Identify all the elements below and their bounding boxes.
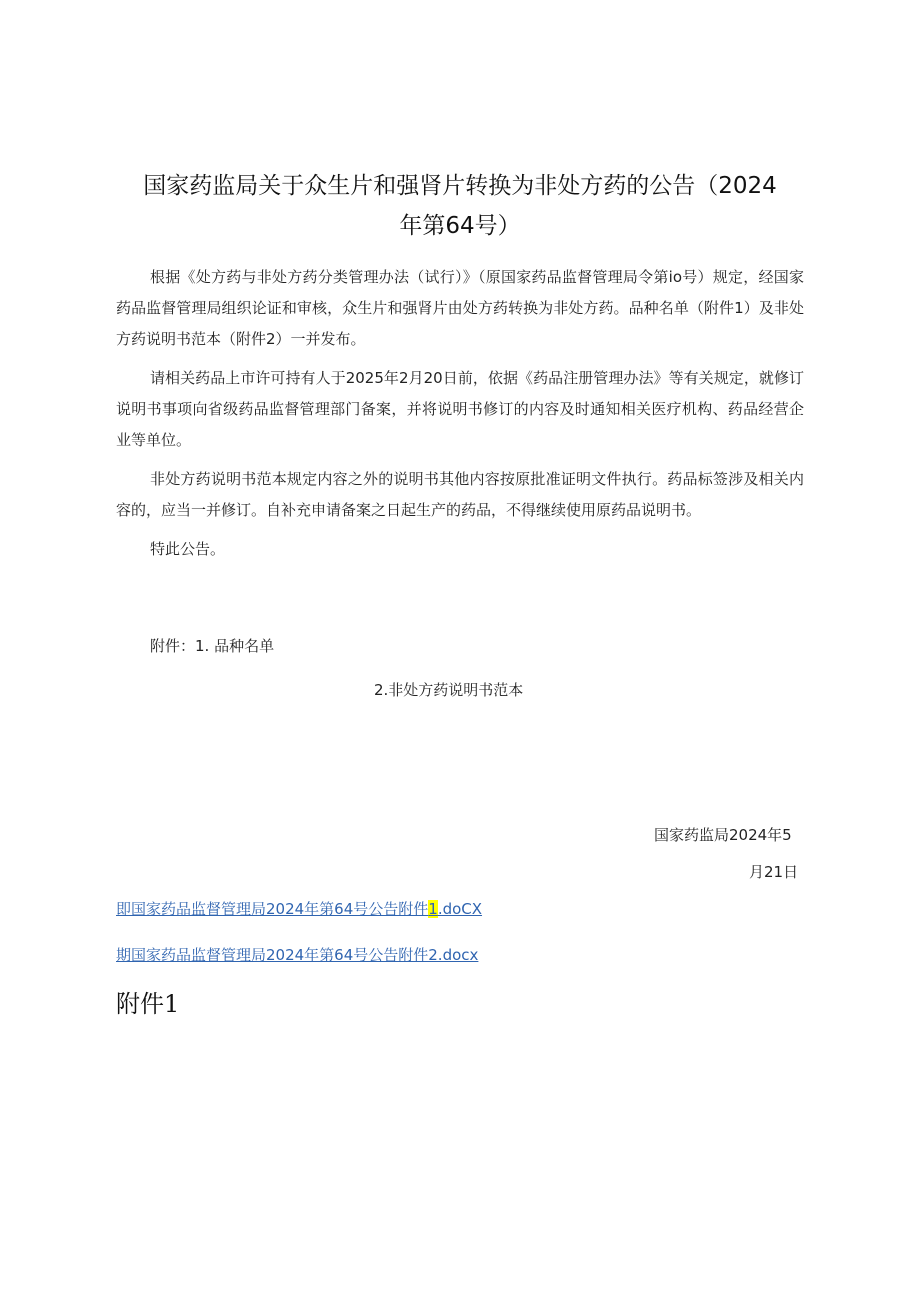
announcement-body xyxy=(116,262,804,565)
annex-heading: 附件1 xyxy=(116,990,180,1018)
attachment-file-link-1[interactable] xyxy=(116,898,482,919)
attachment-item-2: 2.非处方药说明书范本 xyxy=(374,681,524,699)
title-line-1: 国家药监局关于众生片和强肾片转换为非处方药的公告（2024 xyxy=(143,173,777,199)
paragraph-filing: 请相关药品上市许可持有人于2025年2月20日前，依据《药品注册管理办法》等有关规定，就修订说明书事项向省级药品监督管理部门备案，并将说明书修订的内容及时通知相关医疗机构、药品经营企业等单位。 xyxy=(116,369,804,449)
paragraph-label: 非处方药说明书范本规定内容之外的说明书其他内容按原批准证明文件执行。药品标签涉及相关内容的，应当一并修订。自补充申请备案之日起生产的药品，不得继续使用原药品说明书。 xyxy=(116,470,804,519)
announcement-title xyxy=(118,166,802,246)
attachment-file-link-2[interactable]: 期国家药品监督管理局2024年第64号公告附件2.docx xyxy=(116,946,479,964)
title-line-2: 年第64号） xyxy=(399,213,521,239)
file-link-1-highlight: 1 xyxy=(428,900,438,918)
paragraph-closing: 特此公告。 xyxy=(150,540,226,558)
attachment-item-1: 附件：1. 品种名单 xyxy=(150,637,275,655)
file-link-1-ext: .doCX xyxy=(437,900,483,918)
signature-issuer: 国家药监局2024年5 xyxy=(654,826,792,844)
paragraph-basis: 根据《处方药与非处方药分类管理办法（试行）》（原国家药品监督管理局令第io号）规定，经国家药品监督管理局组织论证和审核，众生片和强肾片由处方药转换为非处方药。品种名单（附件1）及非处方药说明书范本（附件2）一并发布。 xyxy=(116,268,804,348)
file-link-1-text: 即国家药品监督管理局2024年第64号公告附件 xyxy=(116,900,429,918)
signature-date: 月21日 xyxy=(749,863,799,881)
